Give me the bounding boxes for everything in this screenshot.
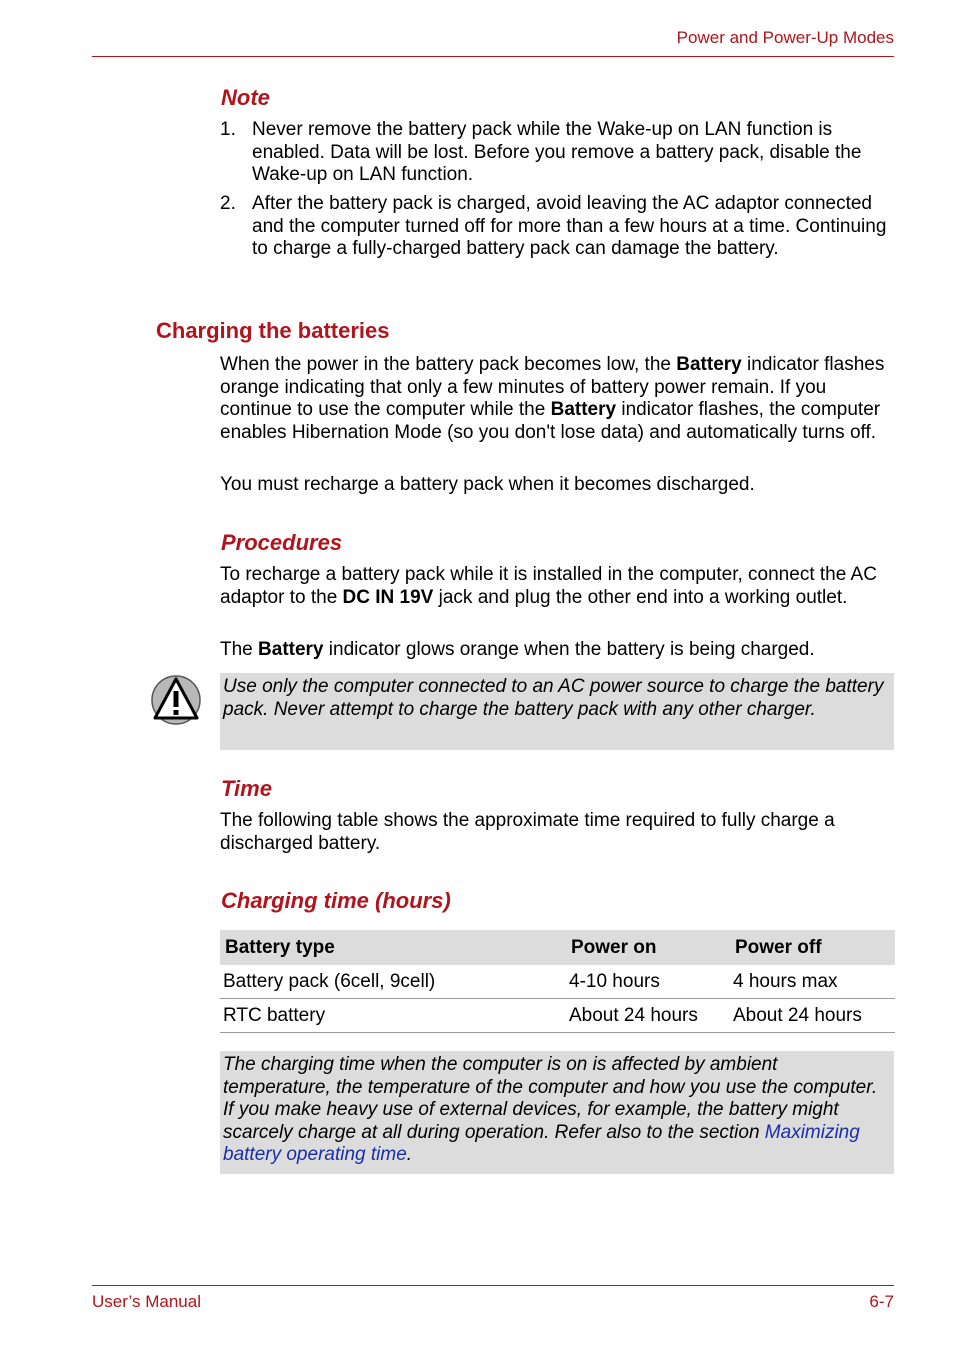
- table-cell: About 24 hours: [566, 999, 730, 1033]
- note-item-2-text: After the battery pack is charged, avoid leaving the AC adaptor connected and the computer turned off for more than a few hours at a time. Continuing to charge a fully-charged battery pack can damage the battery.: [252, 193, 887, 260]
- page-number: 6-7: [869, 1292, 894, 1311]
- charging-note-text: The charging time when the computer is on is affected by ambient temperature, the temperature of the computer and how you use the computer. If you make heavy use of external devices, for example, the battery might scarcely charge at all during operation. Refer also to the section Maximizing battery operating time.: [223, 1054, 878, 1166]
- caution-box: [220, 673, 894, 750]
- section-heading: Charging the batteries: [156, 318, 390, 343]
- procedures-paragraph-2: The Battery indicator glows orange when the battery is being charged.: [220, 639, 815, 660]
- column-header: Power on: [566, 930, 730, 965]
- procedures-heading: Procedures: [221, 530, 343, 555]
- procedures-paragraph-1: To recharge a battery pack while it is installed in the computer, connect the AC adaptor to the DC IN 19V jack and plug the other end into a working outlet.: [220, 564, 877, 608]
- table-cell: About 24 hours: [730, 999, 895, 1033]
- table-cell: Battery pack (6cell, 9cell): [220, 965, 566, 999]
- maximizing-battery-link[interactable]: Maximizing battery operating time: [223, 1121, 860, 1166]
- running-header: Power and Power-Up Modes: [676, 28, 894, 47]
- table-cell: 4 hours max: [730, 965, 895, 999]
- footer-rule: [92, 1285, 894, 1286]
- caution-icon: [150, 673, 204, 732]
- column-header: Battery type: [220, 930, 566, 965]
- table-row: [220, 999, 895, 1033]
- table-row: [220, 965, 895, 999]
- charging-note-box: [220, 1051, 894, 1174]
- note-heading: Note: [221, 85, 270, 110]
- charging-paragraph-2: You must recharge a battery pack when it becomes discharged.: [220, 474, 755, 495]
- note-item-2-number: 2.: [220, 193, 236, 214]
- table-title: Charging time (hours): [221, 888, 451, 913]
- charging-paragraph-1: When the power in the battery pack becomes low, the Battery indicator flashes orange indicating that only a few minutes of battery power remain. If you continue to use the computer while the Battery indicator flashes, the computer enables Hibernation Mode (so you don't lose data) and automatically turns off.: [220, 354, 885, 444]
- table-header-row: [220, 930, 895, 965]
- caution-text: Use only the computer connected to an AC power source to charge the battery pack. Never attempt to charge the battery pack with any other charger.: [223, 676, 884, 720]
- note-item-1-text: Never remove the battery pack while the Wake-up on LAN function is enabled. Data will be lost. Before you remove a battery pack, disable the Wake-up on LAN function.: [252, 119, 862, 186]
- charging-time-table: [220, 930, 895, 1033]
- table-cell: RTC battery: [220, 999, 566, 1033]
- time-heading: Time: [221, 776, 272, 801]
- note-item-1-number: 1.: [220, 119, 236, 140]
- table-cell: 4-10 hours: [566, 965, 730, 999]
- column-header: Power off: [730, 930, 895, 965]
- time-paragraph: The following table shows the approximate time required to fully charge a discharged battery.: [220, 810, 835, 854]
- footer-manual-title: User’s Manual: [92, 1292, 201, 1311]
- header-rule: [92, 56, 894, 57]
